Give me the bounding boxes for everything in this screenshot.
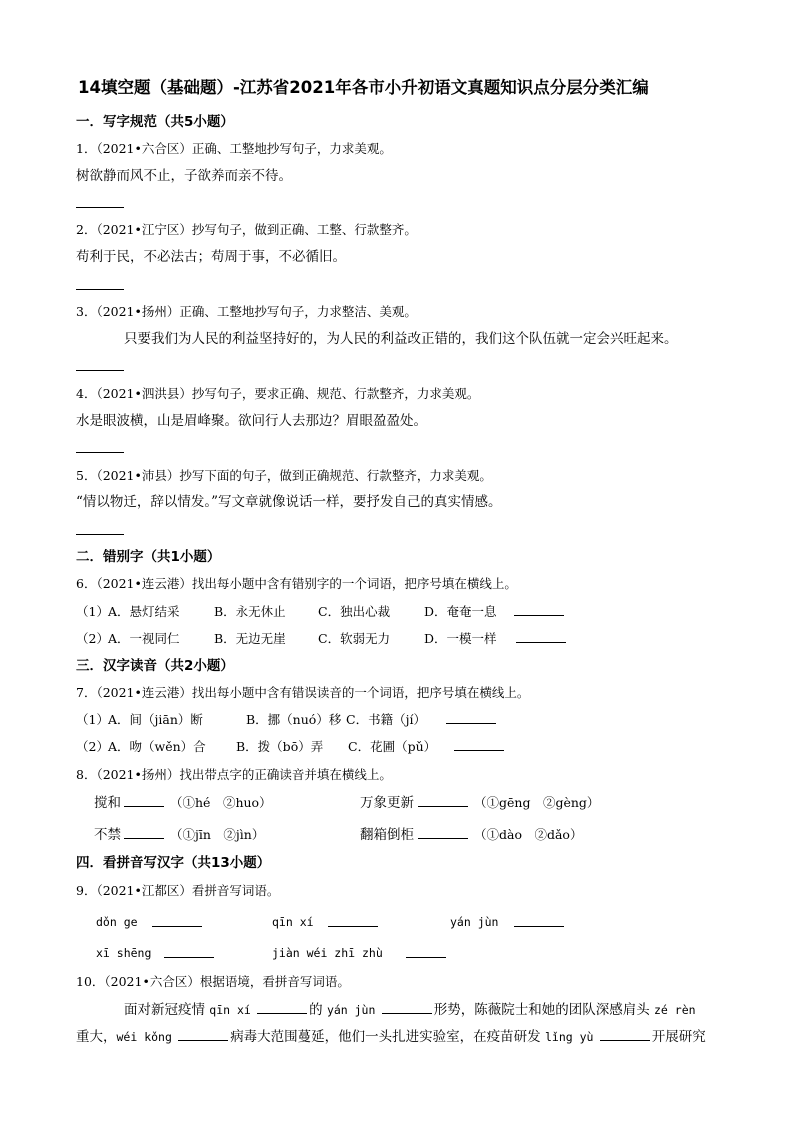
question-9-blank-5[interactable] (406, 956, 446, 958)
question-7-row-1-number: （1） (76, 712, 109, 727)
question-10-text-3: 形势，陈薇院士和她的团队深感肩头 (433, 1002, 650, 1018)
question-7-row-1-option-a: A．间（jiān）断 (108, 712, 203, 727)
question-8-item-3-word: 不禁 (94, 827, 121, 843)
question-9-prompt: 9．（2021•江都区）看拼音写词语。 (76, 883, 280, 898)
question-8-item-1-options: （①hé ②huo） (170, 795, 272, 810)
question-7-prompt: 7．（2021•连云港）找出每小题中含有错误读音的一个词语，把序号填在横线上。 (76, 685, 530, 700)
question-8-item-3-options: （①jīn ②jìn） (170, 827, 265, 842)
question-6-row-1-blank[interactable] (514, 614, 564, 616)
question-10-pinyin-5: lǐng yù (544, 1030, 594, 1044)
question-10-text-1: 面对新冠疫情 (124, 1002, 205, 1018)
question-6-row-2-option-c: C．软弱无力 (318, 631, 391, 646)
question-3-sentence: 只要我们为人民的利益坚持好的，为人民的利益改正错的，我们这个队伍就一定会兴旺起来。 (124, 331, 678, 347)
question-10-prompt: 10．（2021•六合区）根据语境，看拼音写词语。 (76, 974, 350, 989)
question-8-prompt: 8．（2021•扬州）找出带点字的正确读音并填在横线上。 (76, 767, 392, 782)
question-4-prompt: 4．（2021•泗洪县）抄写句子，要求正确、规范、行款整齐，力求美观。 (76, 386, 480, 401)
question-10-pinyin-2: yán jùn (326, 1003, 376, 1017)
question-10-blank-2[interactable] (382, 1012, 432, 1014)
question-2-prompt: 2．（2021•江宁区）抄写句子，做到正确、工整、行款整齐。 (76, 222, 417, 237)
question-5-answer-line[interactable] (76, 534, 124, 535)
question-6-row-1-option-c: C．独出心裁 (318, 604, 391, 619)
question-8-item-4-word: 翻箱倒柜 (360, 827, 414, 843)
question-8-item-3-blank[interactable] (124, 837, 164, 839)
question-5-prompt: 5．（2021•沛县）抄写下面的句子，做到正确规范、行款整齐，力求美观。 (76, 468, 492, 483)
question-10-text-6: 开展研究 (651, 1029, 706, 1045)
question-10-text-2: 的 (309, 1002, 323, 1018)
question-1-sentence: 树欲静而风不止，子欲养而亲不待。 (76, 168, 292, 184)
question-8-item-1-blank[interactable] (124, 805, 164, 807)
question-2-answer-line[interactable] (76, 289, 124, 290)
question-7-row-2-option-a: A．吻（wěn）合 (108, 739, 206, 754)
question-9-pinyin-5: jiàn wéi zhī zhù (272, 946, 383, 960)
question-9-pinyin-1: dǒn ge (96, 915, 138, 929)
question-6-row-2-option-a: A．一视同仁 (108, 631, 180, 646)
question-6-row-2-blank[interactable] (516, 641, 566, 643)
question-1-prompt: 1．（2021•六合区）正确、工整地抄写句子，力求美观。 (76, 141, 392, 156)
question-6-row-2-number: （2） (76, 631, 109, 646)
question-10-pinyin-4: wéi kǒng (116, 1030, 172, 1044)
question-3-prompt: 3．（2021•扬州）正确、工整地抄写句子，力求整洁、美观。 (76, 304, 417, 319)
question-6-row-1-number: （1） (76, 604, 109, 619)
question-8-item-1-word: 搅和 (94, 795, 121, 811)
question-4-sentence: 水是眼波横，山是眉峰聚。欲问行人去那边？眉眼盈盈处。 (76, 413, 427, 429)
section-heading-typos: 二．错别字（共1小题） (76, 549, 221, 565)
question-8-item-2-blank[interactable] (418, 805, 468, 807)
question-9-blank-1[interactable] (152, 925, 202, 927)
question-10-blank-3[interactable] (178, 1039, 228, 1041)
question-8-item-2-options: （①gēng ②gèng） (474, 795, 600, 810)
question-10-pinyin-1: qīn xí (209, 1003, 251, 1017)
question-5-sentence: “情以物迁，辞以情发。”写文章就像说话一样，要抒发自己的真实情感。 (76, 494, 502, 510)
question-9-pinyin-3: yán jùn (450, 915, 499, 929)
question-10-text-5: 病毒大范围蔓延，他们一头扎进实验室，在疫苗研发 (230, 1029, 541, 1045)
question-7-row-1-blank[interactable] (446, 722, 496, 724)
question-6-row-1-option-d: D．奄奄一息 (424, 604, 497, 619)
question-10-line-1 (124, 1004, 696, 1018)
question-3-answer-line[interactable] (76, 370, 124, 371)
page-title: 14填空题（基础题）-江苏省2021年各市小升初语文真题知识点分层分类汇编 (78, 78, 649, 97)
section-heading-writing: 一．写字规范（共5小题） (76, 114, 234, 130)
question-9-blank-3[interactable] (514, 925, 564, 927)
question-8-item-4-blank[interactable] (418, 837, 468, 839)
question-7-row-1-option-b: B．挪（nuó）移 (246, 712, 342, 727)
question-7-row-2-blank[interactable] (454, 749, 504, 751)
question-1-answer-line[interactable] (76, 207, 124, 208)
question-6-row-2-option-d: D．一模一样 (424, 631, 497, 646)
question-8-item-4-options: （①dào ②dǎo） (474, 827, 583, 842)
question-9-blank-4[interactable] (164, 956, 214, 958)
section-heading-pronunciation: 三．汉字读音（共2小题） (76, 658, 234, 674)
question-7-row-2-option-c: C．花圃（pǔ） (348, 739, 437, 754)
question-9-pinyin-2: qīn xí (272, 915, 314, 929)
question-10-blank-1[interactable] (257, 1012, 307, 1014)
question-4-answer-line[interactable] (76, 452, 124, 453)
question-6-prompt: 6．（2021•连云港）找出每小题中含有错别字的一个词语，把序号填在横线上。 (76, 576, 517, 591)
question-6-row-1-option-a: A．悬灯结采 (108, 604, 180, 619)
question-9-blank-2[interactable] (328, 925, 378, 927)
question-10-pinyin-3: zé rèn (654, 1003, 696, 1017)
question-10-blank-4[interactable] (600, 1039, 650, 1041)
question-10-line-2 (76, 1031, 706, 1045)
question-2-sentence: 苟利于民，不必法古；苟周于事，不必循旧。 (76, 249, 346, 265)
question-7-row-1-option-c: C．书籍（jí） (346, 712, 426, 727)
question-6-row-1-option-b: B．永无休止 (214, 604, 286, 619)
question-7-row-2-option-b: B．拨（bō）弄 (236, 739, 324, 754)
question-9-pinyin-4: xī shēng (96, 946, 152, 960)
question-6-row-2-option-b: B．无边无崖 (214, 631, 286, 646)
question-10-text-4: 重大， (76, 1029, 117, 1045)
question-8-item-2-word: 万象更新 (360, 795, 414, 811)
question-7-row-2-number: （2） (76, 739, 109, 754)
section-heading-pinyin: 四．看拼音写汉字（共13小题） (76, 855, 271, 871)
